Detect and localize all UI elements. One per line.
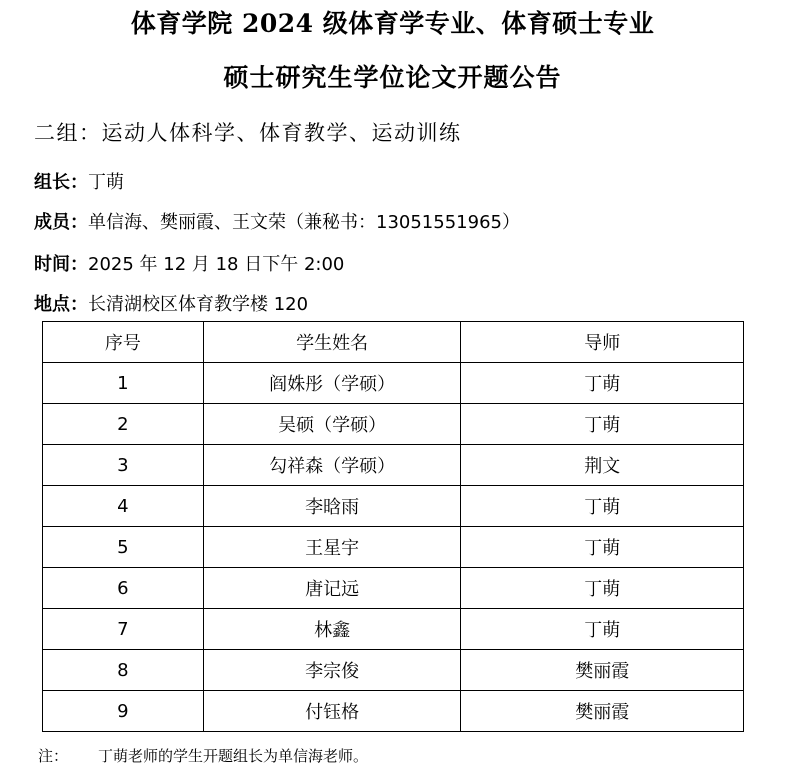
advisor-name: 丁萌 xyxy=(461,486,744,527)
row-number: 8 xyxy=(43,650,204,691)
row-number: 6 xyxy=(43,568,204,609)
table-row xyxy=(43,568,744,609)
table-row xyxy=(43,486,744,527)
table-row xyxy=(43,609,744,650)
student-name: 付钰格 xyxy=(203,691,461,732)
student-name: 勾祥森（学硕） xyxy=(203,445,461,486)
student-name: 李晗雨 xyxy=(203,486,461,527)
members-line xyxy=(34,208,520,234)
advisor-name: 樊丽霞 xyxy=(461,650,744,691)
time-value: 2025 年 12 月 18 日下午 2:00 xyxy=(88,254,345,275)
table-header-row xyxy=(43,322,744,363)
advisor-name: 丁萌 xyxy=(461,363,744,404)
table-row xyxy=(43,527,744,568)
footnote xyxy=(38,745,368,766)
place-value: 长清湖校区体育教学楼 120 xyxy=(88,294,309,315)
roster-table xyxy=(42,321,744,732)
row-number: 3 xyxy=(43,445,204,486)
header-student-name: 学生姓名 xyxy=(203,322,461,363)
advisor-name: 荆文 xyxy=(461,445,744,486)
page-title: 体育学院 2024 级体育学专业、体育硕士专业 xyxy=(130,9,655,38)
student-name: 阎姝彤（学硕） xyxy=(203,363,461,404)
student-name: 李宗俊 xyxy=(203,650,461,691)
student-name: 吴硕（学硕） xyxy=(203,404,461,445)
row-number: 4 xyxy=(43,486,204,527)
place-line xyxy=(34,290,308,316)
time-line xyxy=(34,250,344,276)
row-number: 9 xyxy=(43,691,204,732)
page-subtitle: 硕士研究生学位论文开题公告 xyxy=(223,63,562,92)
note-text: 丁萌老师的学生开题组长为单信海老师。 xyxy=(98,747,369,765)
row-number: 1 xyxy=(43,363,204,404)
header-number: 序号 xyxy=(43,322,204,363)
members-value: 单信海、樊丽霞、王文荣（兼秘书：13051551965） xyxy=(88,212,520,233)
student-name: 唐记远 xyxy=(203,568,461,609)
row-number: 7 xyxy=(43,609,204,650)
table-row xyxy=(43,650,744,691)
leader-label: 组长： xyxy=(34,172,88,193)
table-row xyxy=(43,691,744,732)
advisor-name: 丁萌 xyxy=(461,609,744,650)
row-number: 5 xyxy=(43,527,204,568)
time-label: 时间： xyxy=(34,254,88,275)
advisor-name: 丁萌 xyxy=(461,527,744,568)
note-label: 注： xyxy=(38,747,69,765)
row-number: 2 xyxy=(43,404,204,445)
leader-line xyxy=(34,168,124,194)
advisor-name: 丁萌 xyxy=(461,568,744,609)
advisor-name: 樊丽霞 xyxy=(461,691,744,732)
student-name: 王星宇 xyxy=(203,527,461,568)
student-name: 林鑫 xyxy=(203,609,461,650)
table-row xyxy=(43,445,744,486)
place-label: 地点： xyxy=(34,294,88,315)
advisor-name: 丁萌 xyxy=(461,404,744,445)
table-row xyxy=(43,404,744,445)
members-label: 成员： xyxy=(34,212,88,233)
table-row xyxy=(43,363,744,404)
group-heading: 二组：运动人体科学、体育教学、运动训练 xyxy=(34,121,462,145)
header-advisor: 导师 xyxy=(461,322,744,363)
leader-value: 丁萌 xyxy=(88,172,124,193)
